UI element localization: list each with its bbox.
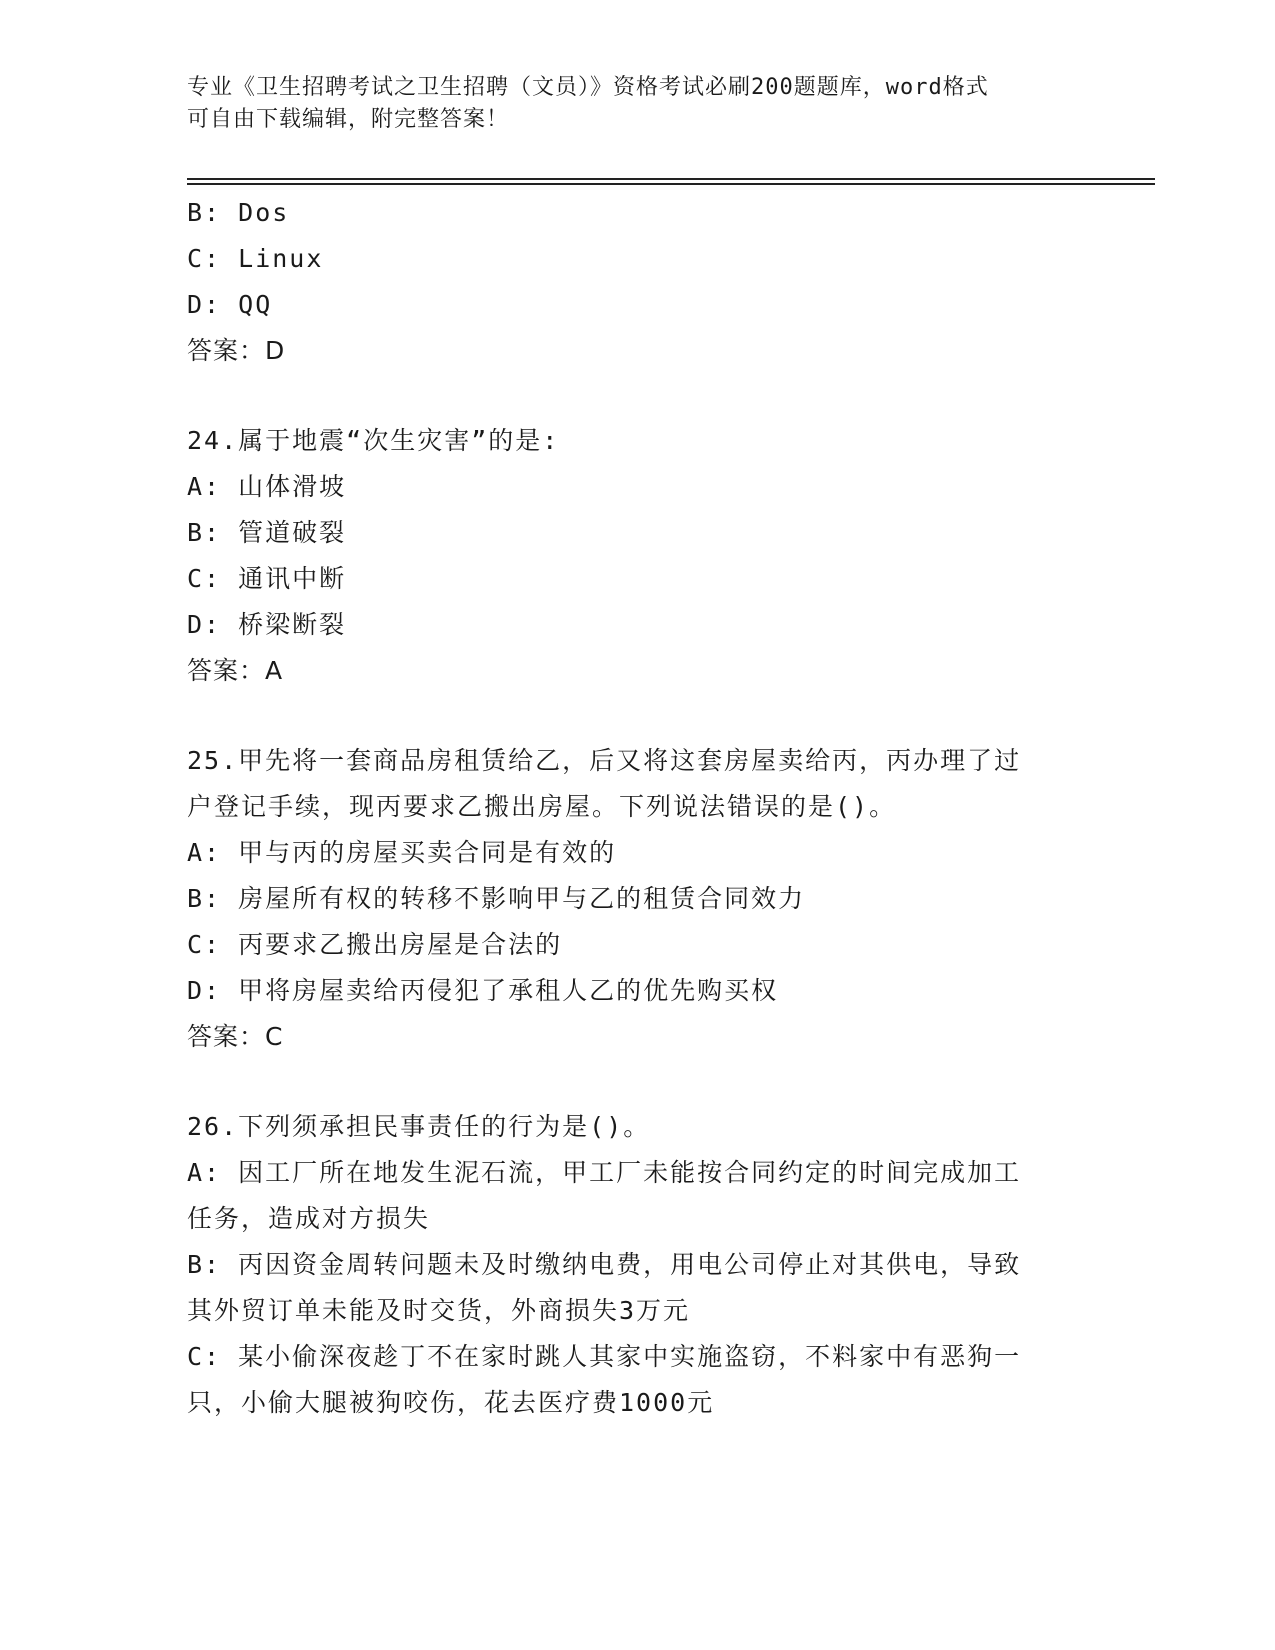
question-23-tail	[187, 190, 1067, 374]
header-rule-top	[187, 178, 1155, 180]
q25-option-b: B: 房屋所有权的转移不影响甲与乙的租赁合同效力	[187, 884, 806, 913]
q23-option-b: B: Dos	[187, 198, 290, 227]
question-24	[187, 418, 1067, 694]
header-title-line-2: 可自由下载编辑，附完整答案！	[187, 107, 510, 132]
document-header	[187, 72, 1067, 136]
q26-stem: 26.下列须承担民事责任的行为是()。	[187, 1112, 651, 1141]
q24-option-a: A: 山体滑坡	[187, 472, 347, 501]
spacer	[187, 1060, 1067, 1104]
q25-stem-line-2: 户登记手续，现丙要求乙搬出房屋。下列说法错误的是()。	[187, 792, 897, 821]
q24-answer: 答案：A	[187, 656, 284, 685]
q24-stem: 24.属于地震“次生灾害”的是:	[187, 426, 560, 455]
q23-option-c: C: Linux	[187, 244, 324, 273]
q25-option-d: D: 甲将房屋卖给丙侵犯了承租人乙的优先购买权	[187, 976, 779, 1005]
q24-option-b: B: 管道破裂	[187, 518, 347, 547]
spacer	[187, 694, 1067, 738]
question-list	[187, 190, 1067, 1426]
q26-option-c-line-2: 只，小偷大腿被狗咬伤，花去医疗费1000元	[187, 1388, 715, 1417]
q23-option-d: D: QQ	[187, 290, 273, 319]
q23-answer: 答案：D	[187, 336, 286, 365]
spacer	[187, 374, 1067, 418]
header-title-line-1: 专业《卫生招聘考试之卫生招聘（文员）》资格考试必刷200题题库，word格式	[187, 75, 989, 100]
q25-option-a: A: 甲与丙的房屋买卖合同是有效的	[187, 838, 617, 867]
q25-stem-line-1: 25.甲先将一套商品房租赁给乙，后又将这套房屋卖给丙，丙办理了过	[187, 746, 1022, 775]
q26-option-a-line-1: A: 因工厂所在地发生泥石流，甲工厂未能按合同约定的时间完成加工	[187, 1158, 1022, 1187]
q26-option-a-line-2: 任务，造成对方损失	[187, 1204, 431, 1233]
q25-answer: 答案：C	[187, 1022, 284, 1051]
header-rule-bottom	[187, 183, 1155, 185]
q25-option-c: C: 丙要求乙搬出房屋是合法的	[187, 930, 563, 959]
q24-option-d: D: 桥梁断裂	[187, 610, 347, 639]
q26-option-b-line-1: B: 丙因资金周转问题未及时缴纳电费，用电公司停止对其供电，导致	[187, 1250, 1022, 1279]
q24-option-c: C: 通讯中断	[187, 564, 347, 593]
q26-option-c-line-1: C: 某小偷深夜趁丁不在家时跳人其家中实施盗窃，不料家中有恶狗一	[187, 1342, 1022, 1371]
q26-option-b-line-2: 其外贸订单未能及时交货，外商损失3万元	[187, 1296, 691, 1325]
question-26	[187, 1104, 1067, 1426]
question-25	[187, 738, 1067, 1060]
